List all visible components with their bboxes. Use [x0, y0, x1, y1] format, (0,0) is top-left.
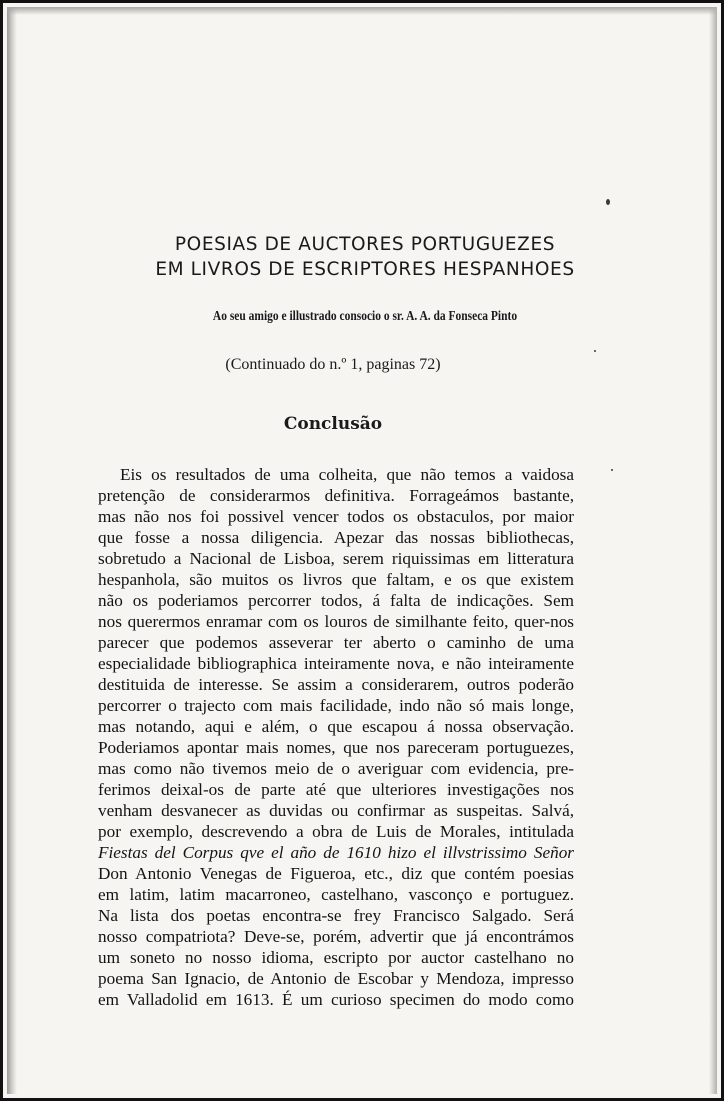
page-edge-shadow-left: [7, 7, 17, 1094]
body-line: hespanhola, são muitos os livros que faltam, e os que existem: [98, 570, 574, 589]
body-line: mas como não tivemos meio de o averiguar com evidencia, pre-: [98, 759, 574, 778]
body-line: nosso compatriota? Deve-se, porém, advertir que já encontrámos: [98, 927, 574, 946]
body-line: um soneto no nosso idioma, escripto por auctor castelhano no: [98, 948, 574, 967]
body-line: poema San Ignacio, de Antonio de Escobar y Mendoza, impresso: [98, 969, 574, 988]
ink-speck: [594, 350, 596, 352]
section-heading: Conclusão: [283, 414, 383, 434]
body-line: ferimos deixal-os de parte até que ulteriores investigações nos: [98, 780, 574, 799]
body-line: pretenção de considerarmos definitiva. Forrageámos bastante,: [98, 486, 574, 505]
body-line: Don Antonio Venegas de Figueroa, etc., diz que contém poesias: [98, 864, 574, 883]
body-line: parecer que podemos asseverar ter aberto o caminho de uma: [98, 633, 574, 652]
body-line: sobretudo a Nacional de Lisboa, serem riquissimas em litteratura: [98, 549, 574, 568]
body-line: especialidade bibliographica inteiramente nova, e não inteiramente: [98, 654, 574, 673]
body-paragraph: [98, 464, 574, 1010]
body-line: em Valladolid em 1613. É um curioso specimen do modo como: [98, 990, 574, 1009]
body-line: Eis os resultados de uma colheita, que não temos a vaidosa: [120, 465, 574, 484]
body-line: Fiestas del Corpus qve el año de 1610 hizo el illvstrissimo Señor: [98, 843, 574, 862]
ink-speck: [611, 469, 613, 471]
body-line: nos querermos enramar com os louros de similhante feito, quer-nos: [98, 612, 574, 631]
page-edge-shadow-right: [709, 7, 717, 1094]
body-line: por exemplo, descrevendo a obra de Luis de Morales, intitulada: [98, 822, 574, 841]
body-line: percorrer o trajecto com mais facilidade, indo não só mais longe,: [98, 696, 574, 715]
body-line: venham desvanecer as duvidas ou confirmar as suspeitas. Salvá,: [98, 801, 574, 820]
body-line: mas não nos foi possivel vencer todos os obstaculos, por maior: [98, 507, 574, 526]
title-line-2: EM LIVROS DE ESCRIPTORES HESPANHOES: [155, 259, 575, 280]
continued-note: (Continuado do n.º 1, paginas 72): [225, 356, 441, 373]
body-line: mas notando, aqui e além, o que escapou á nossa observação.: [98, 717, 574, 736]
dedication: Ao seu amigo e illustrado consocio o sr. A. A. da Fonseca Pinto: [212, 309, 518, 324]
body-line: Na lista dos poetas encontra-se frey Francisco Salgado. Será: [98, 906, 574, 925]
body-line: que fosse a nossa diligencia. Apezar das nossas bibliothecas,: [98, 528, 574, 547]
body-line: Poderiamos apontar mais nomes, que nos pareceram portuguezes,: [98, 738, 574, 757]
page-edge-shadow-top: [7, 7, 717, 15]
body-line: em latim, latim macarroneo, castelhano, vasconço e portuguez.: [98, 885, 574, 904]
ink-speck: [606, 199, 610, 205]
body-line: destituida de interesse. Se assim a considerarem, outros poderão: [98, 675, 574, 694]
body-line: não os poderiamos percorrer todos, á falta de indicações. Sem: [98, 591, 574, 610]
title-line-1: POESIAS DE AUCTORES PORTUGUEZES: [174, 234, 556, 255]
